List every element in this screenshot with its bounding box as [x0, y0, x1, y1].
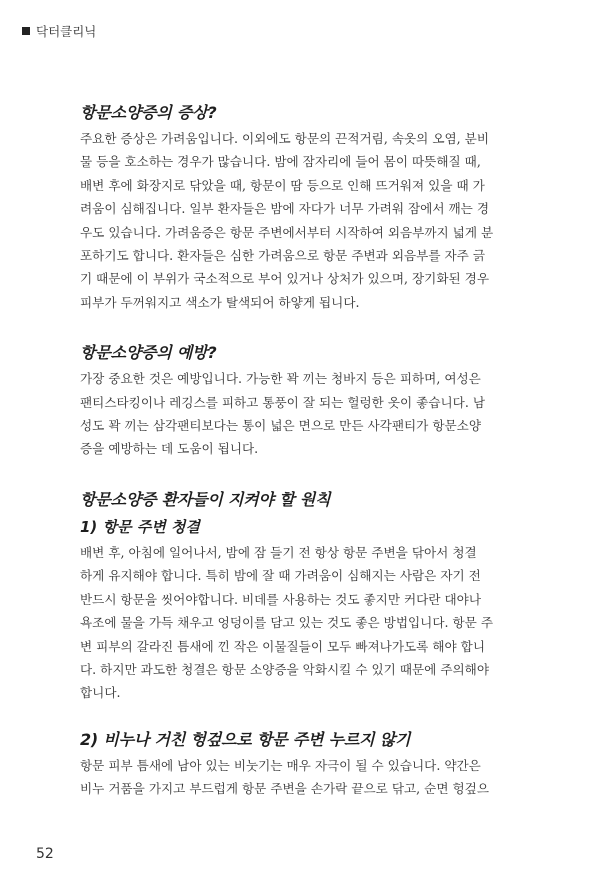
text-line: 우도 있습니다. 가려움증은 항문 주변에서부터 시작하여 외음부까지 넓게 분: [80, 224, 494, 240]
text-line: 물 등을 호소하는 경우가 많습니다. 밤에 잠자리에 들어 몸이 따뜻해질 때,: [80, 154, 481, 170]
text-line: 비누 거품을 가지고 부드럽게 항문 주변을 손가락 끝으로 닦고, 순면 헝겊으: [80, 781, 490, 797]
text-line: 반드시 항문을 씻어야합니다. 비데를 사용하는 것도 좋지만 커다란 대야나: [80, 591, 481, 607]
section-body: [80, 754, 520, 801]
section-heading: 항문소양증 환자들이 지켜야 할 원칙: [80, 489, 331, 509]
text-line: 합니다.: [80, 685, 121, 701]
text-line: 증을 예방하는 데 도움이 됩니다.: [80, 441, 259, 457]
text-line: 피부가 두꺼워지고 색소가 탈색되어 하얗게 됩니다.: [80, 294, 360, 310]
text-line: 하게 유지해야 합니다. 특히 밤에 잘 때 가려움이 심해지는 사람은 자기 전: [80, 568, 481, 584]
page-content: [80, 100, 520, 801]
text-line: 배변 후에 화장지로 닦았을 때, 항문이 땀 등으로 인해 뜨거워져 있을 때 가: [80, 177, 485, 193]
section-body: [80, 367, 520, 461]
section-soap: [80, 727, 520, 801]
text-line: 성도 꽉 끼는 삼각팬티보다는 통이 넓은 면으로 만든 사각팬티가 항문소양: [80, 418, 481, 434]
text-line: 배변 후, 아침에 일어나서, 밤에 잠 들기 전 항상 항문 주변을 닦아서 청결: [80, 544, 477, 560]
header-title: 닥터클리닉: [36, 24, 97, 39]
section-body: [80, 541, 520, 705]
text-line: 항문 피부 틈새에 남아 있는 비눗기는 매우 자극이 될 수 있습니다. 약간은: [80, 757, 481, 773]
text-line: 가장 중요한 것은 예방입니다. 가능한 꽉 끼는 청바지 등은 피하며, 여성은: [80, 371, 481, 387]
text-line: 팬티스타킹이나 레깅스를 피하고 통풍이 잘 되는 헐렁한 옷이 좋습니다. 남: [80, 394, 485, 410]
section-body: [80, 127, 520, 314]
text-line: 기 때문에 이 부위가 국소적으로 부어 있거나 상처가 있으며, 장기화된 경우: [80, 271, 490, 287]
section-principles: [80, 487, 520, 705]
section-heading: 항문소양증의 예방?: [80, 343, 217, 363]
text-line: 주요한 증상은 가려움입니다. 이외에도 항문의 끈적거림, 속옷의 오염, 분비: [80, 131, 490, 146]
text-line: 포하기도 합니다. 환자들은 심한 가려움으로 항문 주변과 외음부를 자주 긁: [80, 248, 485, 264]
section-prevention: [80, 340, 520, 461]
page-number: 52: [36, 846, 54, 862]
running-header: [22, 22, 96, 40]
section-heading: 2) 비누나 거친 헝겊으로 항문 주변 누르지 않기: [80, 729, 411, 749]
text-line: 려움이 심해집니다. 일부 환자들은 밤에 자다가 너무 가려워 잠에서 깨는 경: [80, 201, 490, 217]
text-line: 변 피부의 갈라진 틈새에 낀 작은 이물질들이 모두 빠져나가도록 해야 합니: [80, 638, 485, 654]
section-symptoms: [80, 100, 520, 314]
subsection-heading: 1) 항문 주변 청결: [80, 517, 200, 536]
section-heading: 항문소양증의 증상?: [80, 103, 217, 122]
text-line: 욕조에 물을 가득 채우고 엉덩이를 담고 있는 것도 좋은 방법입니다. 항문 주: [80, 615, 494, 631]
header-square-bullet: [22, 27, 30, 35]
text-line: 다. 하지만 과도한 청결은 항문 소양증을 악화시킬 수 있기 때문에 주의해야: [80, 661, 490, 677]
